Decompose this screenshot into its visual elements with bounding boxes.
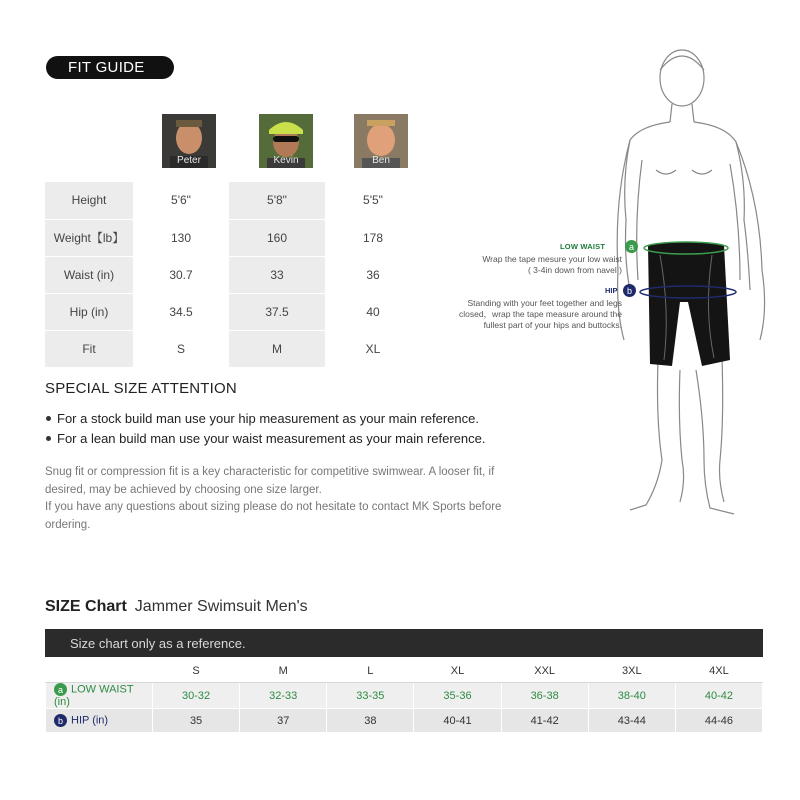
cell: 35-36: [414, 683, 501, 709]
hip-label: HIP: [605, 286, 618, 295]
waist-desc-line: Wrap the tape mesure your low waist: [482, 254, 622, 264]
bullet-item: [45, 428, 485, 448]
cell: 40-41: [414, 709, 501, 733]
fit-guide-table: [45, 182, 421, 368]
cell: 32-33: [240, 683, 327, 709]
fit-paragraph: [45, 464, 515, 534]
row-label: Height: [45, 182, 133, 219]
cell: 160: [229, 219, 325, 256]
bullet-text: For a stock build man use your hip measurement as your main reference.: [57, 410, 479, 426]
hip-description: Standing with your feet together and legs closed，wrap the tape measure around the fullest part of your hips and buttocks.: [458, 298, 622, 330]
bullet-dot-icon: [46, 436, 51, 441]
size-chart-note-bar: Size chart only as a reference.: [45, 629, 763, 657]
cell: XL: [325, 330, 421, 367]
avatar-kevin: [259, 114, 313, 168]
cell: 36-38: [501, 683, 588, 709]
cell: 5'6": [133, 182, 229, 219]
avatar-name: Ben: [372, 155, 390, 166]
avatar-name: Peter: [177, 155, 201, 166]
bullet-item: [45, 408, 485, 428]
special-size-title: SPECIAL SIZE ATTENTION: [45, 380, 237, 397]
cell: 38-40: [588, 683, 675, 709]
paragraph-1: Snug fit or compression fit is a key characteristic for competitive swimwear. A looser fit, if desired, may be achieved by choosing one size larger.: [45, 466, 495, 496]
size-header: L: [327, 659, 414, 683]
fit-row: [45, 330, 421, 367]
cell: 178: [325, 219, 421, 256]
cell: 33: [229, 256, 325, 293]
fit-row: [45, 293, 421, 330]
fit-row: [45, 256, 421, 293]
cell: 40: [325, 293, 421, 330]
cell: 44-46: [675, 709, 762, 733]
size-chart-table: [45, 658, 763, 733]
cell: 5'8": [229, 182, 325, 219]
size-header: XL: [414, 659, 501, 683]
fit-row: [45, 219, 421, 256]
header-empty-cell: [46, 659, 153, 683]
size-chart-subtitle: Jammer Swimsuit Men's: [134, 598, 308, 615]
size-header: M: [240, 659, 327, 683]
cell: 30.7: [133, 256, 229, 293]
avatar-name: Kevin: [273, 155, 299, 166]
low-waist-badge-icon: a: [54, 683, 67, 696]
size-row-low-waist: [46, 683, 763, 709]
low-waist-badge-icon: a: [625, 240, 638, 253]
cell: 30-32: [153, 683, 240, 709]
cell: 37: [240, 709, 327, 733]
waist-desc-line: ( 3-4in down from navel ): [527, 265, 622, 275]
cell: 37.5: [229, 293, 325, 330]
cell: 35: [153, 709, 240, 733]
bullet-text: For a lean build man use your waist measurement as your main reference.: [57, 430, 486, 446]
size-header: S: [153, 659, 240, 683]
size-chart-heading: [45, 598, 308, 616]
size-header: 3XL: [588, 659, 675, 683]
row-label: [46, 709, 153, 733]
size-header: 4XL: [675, 659, 762, 683]
cell: 5'5": [325, 182, 421, 219]
cell: 36: [325, 256, 421, 293]
cell: 38: [327, 709, 414, 733]
row-label-text: LOW WAIST (in): [54, 683, 134, 708]
size-row-hip: [46, 709, 763, 733]
bullet-dot-icon: [46, 416, 51, 421]
size-chart-title: SIZE Chart: [45, 598, 127, 615]
avatar-peter: [162, 114, 216, 168]
hip-badge-icon: b: [54, 714, 67, 727]
cell: 130: [133, 219, 229, 256]
paragraph-2: If you have any questions about sizing please do not hesitate to contact MK Sports before ordering.: [45, 501, 502, 531]
row-label: Weight【lb】: [45, 219, 133, 256]
hip-badge-icon: b: [623, 284, 636, 297]
size-header: XXL: [501, 659, 588, 683]
row-label: [46, 683, 153, 709]
low-waist-description: [452, 254, 622, 276]
row-label: Fit: [45, 330, 133, 367]
row-label: Waist (in): [45, 256, 133, 293]
cell: S: [133, 330, 229, 367]
fit-guide-title: FIT GUIDE: [46, 56, 174, 79]
cell: 40-42: [675, 683, 762, 709]
size-header-row: [46, 659, 763, 683]
special-bullets: [45, 408, 485, 448]
cell: 33-35: [327, 683, 414, 709]
cell: 34.5: [133, 293, 229, 330]
avatar-ben: [354, 114, 408, 168]
cell: M: [229, 330, 325, 367]
row-label: Hip (in): [45, 293, 133, 330]
fit-row: [45, 182, 421, 219]
cell: 41-42: [501, 709, 588, 733]
low-waist-label: LOW WAIST: [560, 242, 606, 251]
row-label-text: HIP (in): [71, 714, 109, 727]
cell: 43-44: [588, 709, 675, 733]
